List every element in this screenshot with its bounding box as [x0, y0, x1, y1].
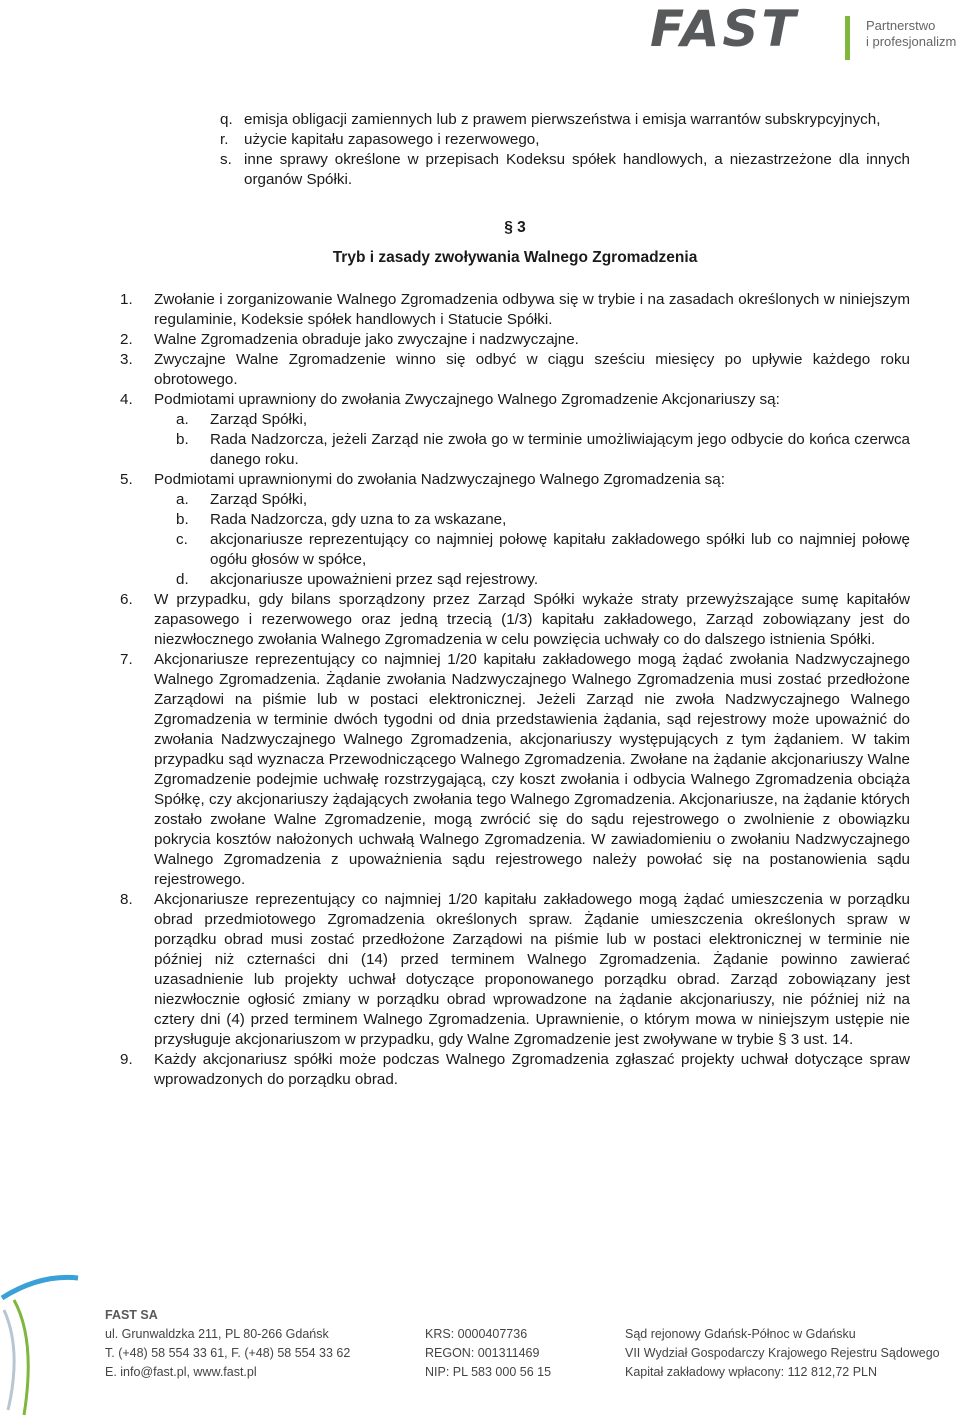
sub-list-item — [120, 530, 910, 570]
numbered-item-text: Podmiotami uprawnionymi do zwołania Nadzwyczajnego Walnego Zgromadzenia są: — [154, 471, 725, 488]
footer-company: FAST SA — [105, 1308, 158, 1322]
numbered-item-label: 1. — [120, 291, 133, 308]
numbered-item — [120, 350, 910, 390]
numbered-item-label: 6. — [120, 591, 133, 608]
sub-item-text: Zarząd Spółki, — [210, 491, 308, 508]
sub-item-text: Rada Nadzorcza, jeżeli Zarząd nie zwoła go w terminie umożliwiającym jego odbycie do końca czerwca danego roku. — [210, 431, 910, 468]
section-number: § 3 — [504, 219, 526, 236]
numbered-item — [120, 470, 910, 590]
numbered-item — [120, 1050, 910, 1090]
numbered-item-label: 8. — [120, 891, 133, 908]
numbered-item — [120, 650, 910, 890]
numbered-item-label: 2. — [120, 331, 133, 348]
sub-item-text: Rada Nadzorcza, gdy uzna to za wskazane, — [210, 511, 507, 528]
footer-court2: VII Wydział Gospodarczy Krajowego Rejestru Sądowego — [625, 1346, 940, 1360]
numbered-list — [120, 290, 910, 1090]
list-item-label: r. — [220, 131, 229, 148]
tagline-line1: Partnerstwo — [866, 18, 936, 33]
numbered-item-label: 4. — [120, 391, 133, 408]
sub-item-text: akcjonariusze reprezentujący co najmniej połowę kapitału zakładowego spółki lub co najmniej połowę ogółu głosów w spółce, — [210, 531, 910, 568]
sub-item-label: d. — [176, 571, 189, 588]
numbered-item-text: Zwyczajne Walne Zgromadzenie winno się odbyć w ciągu sześciu miesięcy po upływie każdego roku obrotowego. — [154, 351, 910, 388]
numbered-item-label: 5. — [120, 471, 133, 488]
document-body — [120, 110, 910, 1090]
footer-phone: T. (+48) 58 554 33 61, F. (+48) 58 554 33 62 — [105, 1346, 351, 1360]
footer-address: ul. Grunwaldzka 211, PL 80-266 Gdańsk — [105, 1327, 329, 1341]
list-item-label: q. — [220, 111, 233, 128]
numbered-item-text: Akcjonariusze reprezentujący co najmniej 1/20 kapitału zakładowego mogą żądać umieszczenia w porządku obrad przedmiotowego Zgromadzenia określonych spraw. Żądanie umieszczenia określonych spraw w porządku obrad musi zostać przedłożone Zarządowi na piśmie lub w postaci elektronicznej w terminie nie później niż czternaści dni (14) przed terminem Walnego Zgromadzenia. Żądanie powinno zawierać uzasadnienie lub projekty uchwał dotyczące proponowanego porządku obrad. Zarząd zobowiązany jest niezwłocznie ogłosić zmiany w porządku obrad wprowadzone na żądanie akcjonariuszy, nie później niż na cztery dni (4) przed terminem Walnego Zgromadzenia. Uprawnienie, o którym mowa w niniejszym ustępie nie przysługuje akcjonariuszom w przypadku, gdy Walne Zgromadzenie jest zwoływane w trybie § 3 ust. 14. — [154, 891, 910, 1048]
numbered-item-text: Podmiotami uprawniony do zwołania Zwyczajnego Walnego Zgromadzenie Akcjonariuszy są: — [154, 391, 780, 408]
list-item-text: inne sprawy określone w przepisach Kodeksu spółek handlowych, a niezastrzeżone dla innych organów Spółki. — [244, 151, 910, 188]
footer-court1: Sąd rejonowy Gdańsk-Północ w Gdańsku — [625, 1327, 856, 1341]
numbered-item — [120, 590, 910, 650]
footer-nip: NIP: PL 583 000 56 15 — [425, 1365, 552, 1379]
sub-item-text: akcjonariusze upoważnieni przez sąd rejestrowy. — [210, 571, 539, 588]
numbered-item-label: 7. — [120, 651, 133, 668]
company-logo — [650, 0, 960, 64]
page-footer — [0, 1270, 960, 1419]
logo-accent-bar — [845, 16, 850, 60]
list-item — [120, 110, 910, 130]
sub-item-text: Zarząd Spółki, — [210, 411, 308, 428]
sub-item-label: a. — [176, 411, 189, 428]
list-item — [120, 150, 910, 190]
sub-list — [120, 490, 910, 590]
sub-list-item — [120, 410, 910, 430]
sub-list-item — [120, 490, 910, 510]
list-item-text: użycie kapitału zapasowego i rezerwowego, — [244, 131, 540, 148]
footer-registry — [425, 1306, 551, 1382]
numbered-item — [120, 390, 910, 470]
list-item-label: s. — [220, 151, 232, 168]
numbered-item — [120, 290, 910, 330]
numbered-item-text: Zwołanie i zorganizowanie Walnego Zgromadzenia odbywa się w trybie i na zasadach określonych w niniejszym regulaminie, Kodeksie spółek handlowych i Statucie Spółki. — [154, 291, 910, 328]
numbered-item-text: Akcjonariusze reprezentujący co najmniej 1/20 kapitału zakładowego mogą żądać zwołania Nadzwyczajnego Walnego Zgromadzenia. Żądanie zwołania Nadzwyczajnego Walnego Zgromadzenia musi zostać przedłożone Zarządowi na piśmie lub w postaci elektronicznej. Jeżeli Zarząd nie zwoła Nadzwyczajnego Walnego Zgromadzenia w terminie dwóch tygodni od dnia przedstawienia żądania, sąd rejestrowy może upoważnić do zwołania Nadzwyczajnego Walnego Zgromadzenia, akcjonariuszy występujących z tym żądaniem. W takim przypadku sąd wyznacza Przewodniczącego Walnego Zgromadzenia. Zwołane na żądanie akcjonariuszy Walne Zgromadzenie podejmie uchwałę rozstrzygającą, czy koszt zwołania i odbycia Walnego Zgromadzenia obciąża Spółkę, czy akcjonariuszy żądających zwołania tego Walnego Zgromadzenia. Akcjonariusze, na żądanie których zostało zwołane Walne Zgromadzenie, mogą zwrócić się do sądu rejestrowego o zwolnienie z obowiązku pokrycia kosztów nałożonych uchwałą Walnego Zgromadzenia. W zawiadomieniu o zwołaniu Nadzwyczajnego Walnego Zgromadzenia z upoważnienia sądu rejestrowego należy powołać się na postanowienia sądu rejestrowego. — [154, 651, 910, 888]
sub-list-item — [120, 570, 910, 590]
numbered-item — [120, 890, 910, 1050]
sub-item-label: b. — [176, 511, 189, 528]
footer-arc-decoration — [0, 1270, 90, 1419]
logo-tagline — [866, 18, 956, 50]
numbered-item-label: 9. — [120, 1051, 133, 1068]
footer-krs: KRS: 0000407736 — [425, 1327, 528, 1341]
sub-item-label: b. — [176, 431, 189, 448]
sub-list-item — [120, 510, 910, 530]
tagline-line2: i profesjonalizm — [866, 34, 957, 49]
sub-list — [120, 410, 910, 470]
numbered-item-text: Walne Zgromadzenia obraduje jako zwyczajne i nadzwyczajne. — [154, 331, 579, 348]
logo-text: FAST — [650, 0, 799, 58]
footer-email: E. info@fast.pl, www.fast.pl — [105, 1365, 257, 1379]
list-item — [120, 130, 910, 150]
footer-capital: Kapitał zakładowy wpłacony: 112 812,72 PLN — [625, 1365, 878, 1379]
footer-court — [625, 1306, 940, 1382]
sub-item-label: c. — [176, 531, 188, 548]
section-heading — [120, 218, 910, 268]
list-item-text: emisja obligacji zamiennych lub z prawem pierwszeństwa i emisja warrantów subskrypcyjnych, — [244, 111, 881, 128]
list-continuation — [120, 110, 910, 190]
numbered-item-text: W przypadku, gdy bilans sporządzony przez Zarząd Spółki wykaże straty przewyższające sumę kapitałów zapasowego i rezerwowego oraz jedną trzecią (1/3) kapitału zakładowego, Zarząd zobowiązany jest do niezwłocznego zwołania Walnego Zgromadzenia w celu powzięcia uchwały co do dalszego istnienia Spółki. — [154, 591, 910, 648]
footer-contact — [105, 1306, 350, 1382]
numbered-item — [120, 330, 910, 350]
numbered-item-text: Każdy akcjonariusz spółki może podczas Walnego Zgromadzenia zgłaszać projekty uchwał dotyczące spraw wprowadzonych do porządku obrad. — [154, 1051, 910, 1088]
sub-item-label: a. — [176, 491, 189, 508]
numbered-item-label: 3. — [120, 351, 133, 368]
footer-regon: REGON: 001311469 — [425, 1346, 540, 1360]
section-title: Tryb i zasady zwoływania Walnego Zgromadzenia — [332, 249, 698, 266]
sub-list-item — [120, 430, 910, 470]
